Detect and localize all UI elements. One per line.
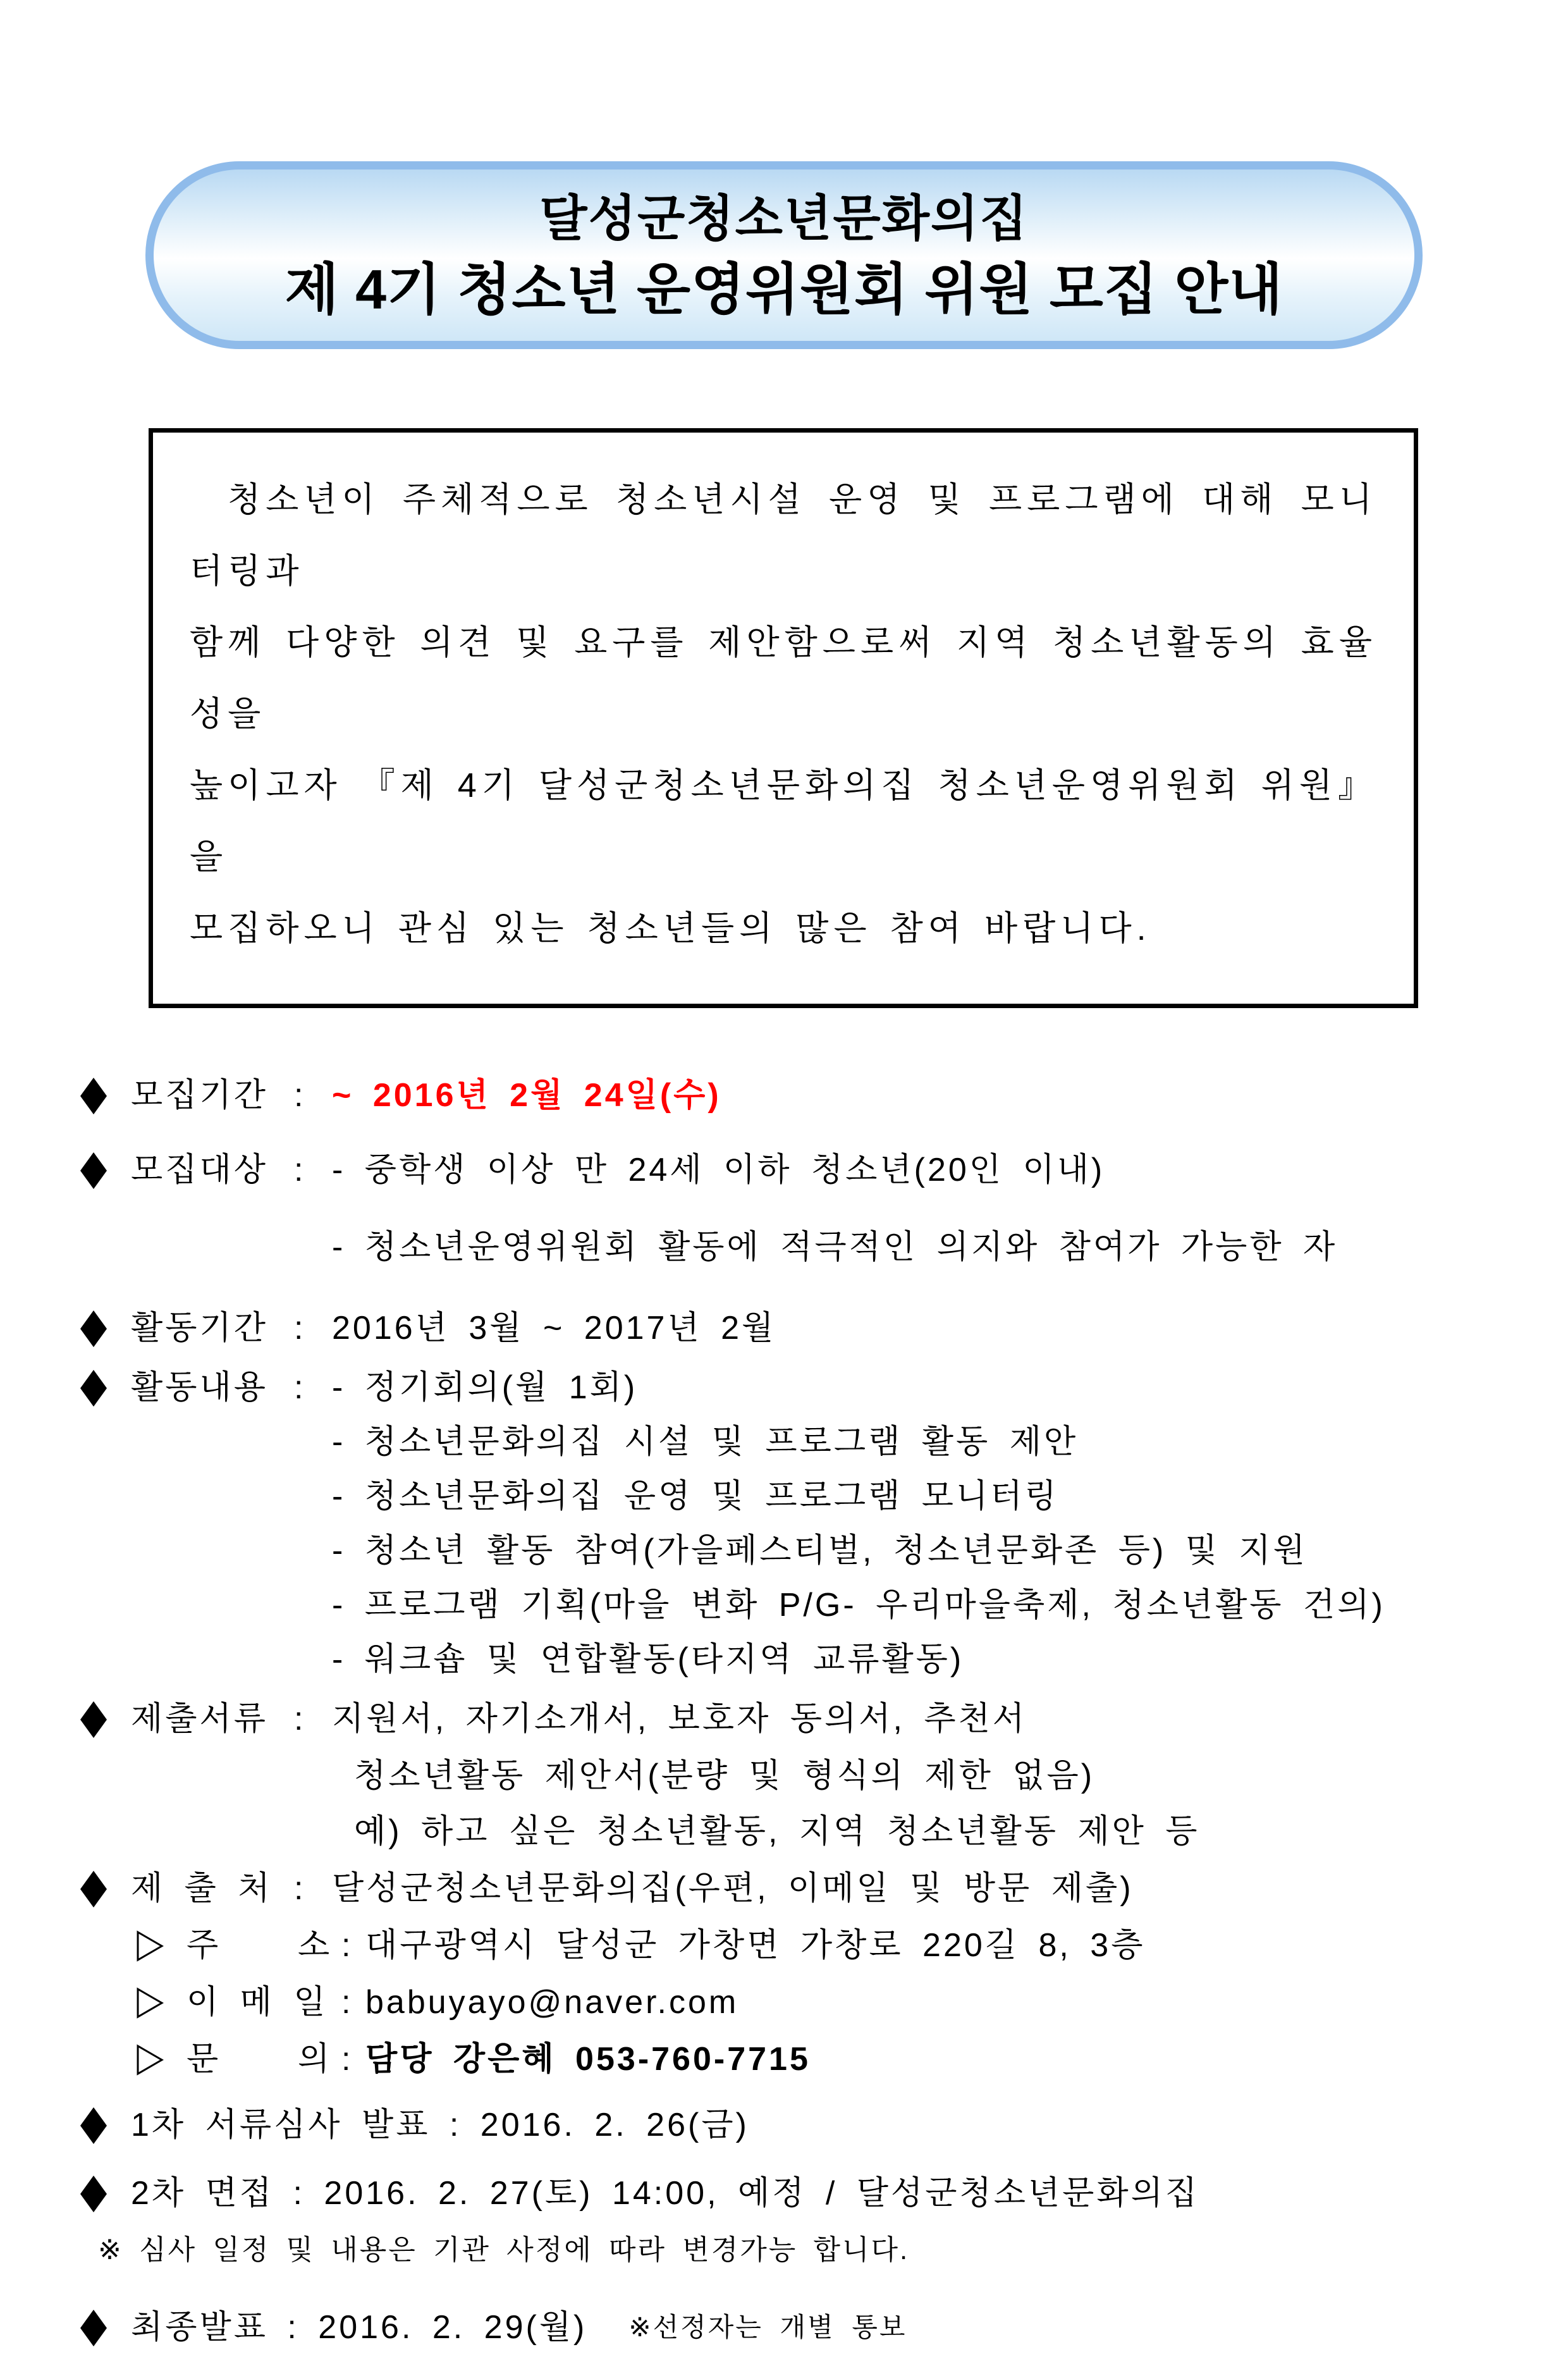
item-label: 활동기간 xyxy=(131,1310,268,1346)
item-label: 모집기간 xyxy=(131,1077,268,1114)
activity-cont-text: - 청소년문화의집 운영 및 프로그램 모니터링 xyxy=(332,1478,1059,1515)
colon-separator: : xyxy=(294,1310,306,1346)
item-label: 활동내용 xyxy=(131,1369,268,1406)
item-documents xyxy=(80,1699,1568,1739)
activity-content-cont xyxy=(80,1639,1568,1680)
final-announcement-note: ※선정자는 개별 통보 xyxy=(628,2312,907,2342)
diamond-bullet-icon xyxy=(80,2107,107,2144)
banner-title-line2: 제 4기 청소년 운영위원회 위원 모집 안내 xyxy=(285,257,1283,321)
colon-separator: : xyxy=(294,1152,306,1188)
item-interview xyxy=(80,2173,1568,2214)
triangle-bullet-icon xyxy=(136,1930,164,1962)
sub-item-contact xyxy=(80,2039,1568,2079)
item-label: 제출서류 xyxy=(131,1701,268,1737)
detail-list xyxy=(0,1075,1568,2348)
activity-content-cont xyxy=(80,1422,1568,1462)
colon-separator: : xyxy=(341,1927,353,1964)
diamond-bullet-icon xyxy=(80,1310,107,1347)
intro-line: 모집하오니 관심 있는 청소년들의 많은 참여 바랍니다. xyxy=(190,909,1151,947)
documents-cont-text: 청소년활동 제안서(분량 및 형식의 제한 없음) xyxy=(354,1758,1095,1794)
recruit-target-value: - 중학생 이상 만 24세 이하 청소년(20인 이내) xyxy=(332,1152,1105,1188)
intro-box xyxy=(149,428,1418,1008)
submission-value: 달성군청소년문화의집(우편, 이메일 및 방문 제출) xyxy=(332,1870,1134,1907)
diamond-bullet-icon xyxy=(80,2310,107,2346)
activity-content-cont xyxy=(80,1476,1568,1517)
email-value: babuyayo@naver.com xyxy=(365,1984,739,2021)
item-recruit-target xyxy=(80,1150,1568,1190)
intro-line: 청소년이 주체적으로 청소년시설 운영 및 프로그램에 대해 모니터링과 xyxy=(190,481,1377,590)
sub-item-label: 문 의 xyxy=(187,2041,333,2078)
final-announcement-text: 최종발표 : 2016. 2. 29(월) xyxy=(131,2309,587,2346)
poster-page xyxy=(0,161,1568,2378)
item-label: 제 출 처 xyxy=(131,1870,273,1907)
intro-line: 높이고자 『제 4기 달성군청소년문화의집 청소년운영위원회 위원』을 xyxy=(190,767,1377,876)
recruit-target-cont-text: - 청소년운영위원회 활동에 적극적인 의지와 참여가 가능한 자 xyxy=(332,1229,1338,1266)
colon-separator: : xyxy=(294,1701,306,1737)
triangle-bullet-icon xyxy=(136,2044,164,2076)
documents-cont xyxy=(80,1811,1568,1852)
diamond-bullet-icon xyxy=(80,2176,107,2212)
interview-text: 2차 면접 : 2016. 2. 27(토) 14:00, 예정 / 달성군청소년문화의집 xyxy=(131,2175,1200,2212)
activity-period-value: 2016년 3월 ~ 2017년 2월 xyxy=(332,1310,776,1346)
colon-separator: : xyxy=(341,1984,353,2021)
activity-content-cont xyxy=(80,1531,1568,1571)
diamond-bullet-icon xyxy=(80,1152,107,1189)
diamond-bullet-icon xyxy=(80,1701,107,1738)
item-submission xyxy=(80,1868,1568,1909)
item-recruit-period xyxy=(80,1075,1568,1116)
colon-separator: : xyxy=(341,2041,353,2078)
diamond-bullet-icon xyxy=(80,1078,107,1114)
sub-item-label: 이 메 일 xyxy=(187,1984,328,2021)
colon-separator: : xyxy=(294,1870,306,1907)
item-first-screening xyxy=(80,2105,1568,2145)
item-label: 모집대상 xyxy=(131,1152,268,1188)
diamond-bullet-icon xyxy=(80,1871,107,1907)
banner-title-line1: 달성군청소년문화의집 xyxy=(539,190,1029,246)
item-activity-period xyxy=(80,1308,1568,1348)
recruit-period-value: ~ 2016년 2월 24일(수) xyxy=(332,1077,721,1114)
activity-cont-text: - 청소년 활동 참여(가을페스티벌, 청소년문화존 등) 및 지원 xyxy=(332,1532,1308,1569)
colon-separator: : xyxy=(294,1077,306,1114)
colon-separator: : xyxy=(294,1369,306,1406)
item-final-announcement xyxy=(80,2307,1568,2348)
sub-item-label: 주 소 xyxy=(187,1927,333,1964)
activity-cont-text: - 워크숍 및 연합활동(타지역 교류활동) xyxy=(332,1641,964,1678)
item-activity-content xyxy=(80,1367,1568,1408)
recruit-target-cont xyxy=(80,1227,1568,1267)
address-value: 대구광역시 달성군 가창면 가창로 220길 8, 3층 xyxy=(365,1927,1146,1964)
first-screening-text: 1차 서류심사 발표 : 2016. 2. 26(금) xyxy=(131,2107,749,2143)
header-banner xyxy=(145,161,1423,349)
documents-cont xyxy=(80,1756,1568,1796)
triangle-bullet-icon xyxy=(136,1987,164,2019)
documents-cont-text: 예) 하고 싶은 청소년활동, 지역 청소년활동 제안 등 xyxy=(354,1813,1200,1850)
intro-line: 함께 다양한 의견 및 요구를 제안함으로써 지역 청소년활동의 효율성을 xyxy=(190,624,1377,733)
schedule-change-notice: ※ 심사 일정 및 내용은 기관 사정에 따라 변경가능 합니다. xyxy=(98,2234,910,2265)
contact-value: 담당 강은혜 053-760-7715 xyxy=(365,2041,811,2078)
diamond-bullet-icon xyxy=(80,1370,107,1407)
documents-value: 지원서, 자기소개서, 보호자 동의서, 추천서 xyxy=(332,1701,1027,1737)
activity-content-value: - 정기회의(월 1회) xyxy=(332,1369,638,1406)
sub-item-email xyxy=(80,1982,1568,2023)
activity-content-cont xyxy=(80,1585,1568,1625)
activity-cont-text: - 프로그램 기획(마을 변화 P/G- 우리마을축제, 청소년활동 건의) xyxy=(332,1587,1385,1623)
sub-item-address xyxy=(80,1925,1568,1966)
activity-cont-text: - 청소년문화의집 시설 및 프로그램 활동 제안 xyxy=(332,1424,1079,1460)
